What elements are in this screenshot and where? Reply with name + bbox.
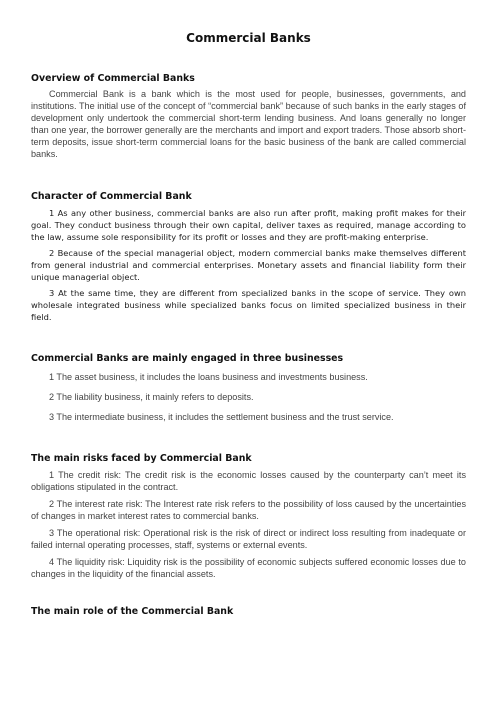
overview-paragraph: Commercial Bank is a bank which is the most used for people, businesses, governments, and institutions. The initial use of the concept of “commercial bank” because of such banks in the early stages of development only undertook the commercial short-term lending business. And loans generally no longer than one year, the borrower generally are the merchants and import and export traders. Those absorb short-term deposits, issue short-term commercial loans for the basic business of the bank are called commercial banks. bbox=[31, 89, 466, 159]
business-item-3: 3 The intermediate business, it includes the settlement business and the trust service. bbox=[49, 412, 394, 422]
section-heading-role: The main role of the Commercial Bank bbox=[31, 606, 234, 617]
risk-item-1: 1 The credit risk: The credit risk is the economic losses caused by the counterparty can’t meet its obligations stipulated in the contract. bbox=[31, 470, 466, 492]
section-heading-risks: The main risks faced by Commercial Bank bbox=[31, 453, 252, 464]
business-item-1: 1 The asset business, it includes the loans business and investments business. bbox=[49, 372, 368, 382]
business-item-2: 2 The liability business, it mainly refers to deposits. bbox=[49, 392, 254, 402]
character-item-2: 2 Because of the special managerial object, modern commercial banks make themselves different from general industrial and commercial enterprises. Monetary assets and financial liability form their unique managerial object. bbox=[31, 248, 466, 282]
page-title: Commercial Banks bbox=[186, 31, 311, 45]
risk-item-3: 3 The operational risk: Operational risk is the risk of direct or indirect loss resulting from inadequate or failed internal operating processes, staff, systems or external events. bbox=[31, 528, 466, 550]
risk-item-4: 4 The liquidity risk: Liquidity risk is the possibility of economic subjects suffered economic losses due to changes in the liquidity of the financial assets. bbox=[31, 557, 466, 579]
section-heading-character: Character of Commercial Bank bbox=[31, 191, 192, 202]
character-item-3: 3 At the same time, they are different from specialized banks in the scope of service. They own wholesale integrated business while specialized banks focus on limited specialized business in their field. bbox=[31, 288, 466, 322]
section-heading-businesses: Commercial Banks are mainly engaged in three businesses bbox=[31, 353, 344, 364]
risk-item-2: 2 The interest rate risk: The Interest rate risk refers to the possibility of loss caused by the uncertainties of changes in market interest rates to commercial banks. bbox=[31, 499, 466, 521]
character-item-1: 1 As any other business, commercial banks are also run after profit, making profit makes for their goal. They conduct business through their own capital, deliver taxes as required, manage according to the law, assume sole responsibility for its profit or losses and they are profit-making enterprise. bbox=[31, 208, 466, 242]
section-heading-overview: Overview of Commercial Banks bbox=[31, 73, 195, 84]
